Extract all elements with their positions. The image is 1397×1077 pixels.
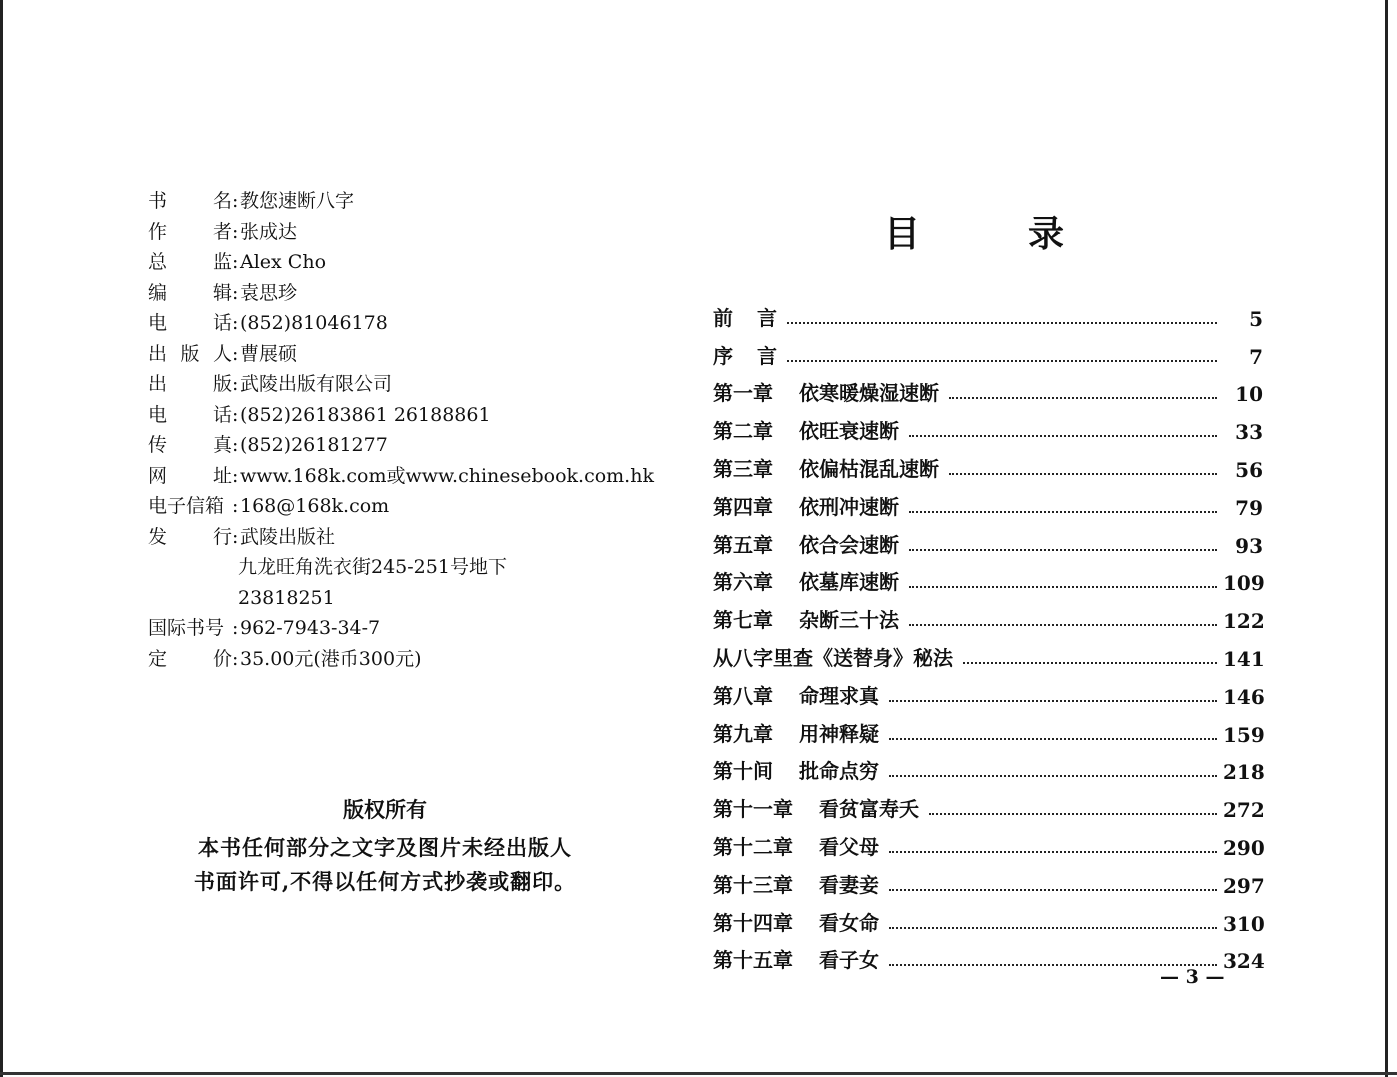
toc-title-text: 看贫富寿夭	[819, 797, 919, 822]
toc-leader-dots	[787, 322, 1217, 324]
toc-page-number: 297	[1223, 873, 1265, 898]
toc-leader-dots	[889, 889, 1217, 891]
copyright-title: 版权所有	[343, 797, 427, 822]
toc-leader-dots	[909, 435, 1217, 437]
toc-entry	[713, 595, 1263, 633]
toc-title-char: 目	[884, 213, 921, 255]
toc-title-text: 依旺衰速断	[799, 419, 899, 444]
info-row	[148, 217, 668, 248]
toc-chapter: 第七章	[713, 608, 773, 633]
info-value: www.168k.com或www.chinesebook.com.hk	[240, 464, 654, 487]
info-colon: :	[232, 342, 239, 365]
toc-chapter: 第十五章	[713, 948, 793, 973]
toc-chapter: 序 言	[713, 343, 777, 368]
info-value: (852)26183861 26188861	[240, 403, 491, 426]
info-colon: :	[232, 495, 239, 517]
toc-page-number: 56	[1235, 457, 1263, 482]
toc-chapter: 第十间	[713, 759, 773, 784]
page-number: — 3 —	[1160, 966, 1225, 988]
info-label: 电子信箱	[148, 495, 225, 517]
toc-leader-dots	[909, 586, 1217, 588]
toc-page-number: 272	[1223, 798, 1265, 823]
toc-leader-dots	[963, 662, 1217, 664]
scan-border-left	[0, 0, 3, 1077]
info-colon: :	[232, 220, 239, 243]
toc-chapter: 第一章	[713, 381, 773, 406]
info-row	[148, 613, 668, 644]
info-value: 168@168k.com	[240, 495, 390, 517]
toc-page-number: 159	[1223, 722, 1265, 747]
toc-page-number: 109	[1223, 571, 1265, 596]
toc-leader-dots	[889, 738, 1217, 740]
toc-title-text: 杂断三十法	[799, 608, 899, 633]
toc-leader-dots	[787, 360, 1217, 362]
toc-leader-dots	[889, 851, 1217, 853]
info-value: 张成达	[240, 220, 298, 243]
info-colon: :	[232, 647, 239, 670]
info-colon: :	[232, 190, 239, 212]
info-row	[148, 400, 668, 431]
toc-entry	[713, 747, 1263, 785]
info-label: 传 真	[148, 434, 232, 456]
toc-leader-dots	[949, 473, 1217, 475]
toc-chapter: 第十四章	[713, 910, 793, 935]
toc-title-text: 看妻妾	[819, 872, 879, 897]
info-label: 定 价	[148, 647, 232, 670]
toc-entry	[713, 898, 1263, 936]
info-label: 电 话	[148, 312, 232, 334]
info-row	[148, 369, 668, 400]
info-label: 编 辑	[148, 281, 232, 304]
info-label: 国际书号	[148, 617, 225, 639]
toc-entry	[713, 520, 1263, 558]
info-value: 962-7943-34-7	[240, 617, 381, 639]
toc-chapter: 从八字里查《送替身》秘法	[713, 645, 953, 670]
toc-chapter: 第八章	[713, 683, 773, 708]
info-value: (852)81046178	[240, 312, 388, 334]
toc-chapter: 第三章	[713, 456, 773, 481]
info-row	[148, 461, 668, 492]
info-row	[148, 430, 668, 461]
info-label: 发 行	[148, 525, 232, 548]
toc-title-text: 看女命	[819, 910, 879, 935]
toc-page-number: 33	[1235, 420, 1263, 445]
toc-title-text: 批命点穷	[799, 759, 879, 784]
toc-entry	[713, 369, 1263, 407]
toc-page-number: 5	[1249, 306, 1263, 331]
info-label: 出 版	[148, 373, 232, 395]
toc-chapter: 第九章	[713, 721, 773, 746]
toc-leader-dots	[949, 397, 1217, 399]
address-text: 23818251	[238, 586, 335, 609]
info-label: 作 者	[148, 220, 232, 243]
toc-leader-dots	[889, 927, 1217, 929]
info-colon: :	[232, 403, 239, 426]
toc-entry	[713, 406, 1263, 444]
toc-leader-dots	[909, 624, 1217, 626]
info-address-line	[148, 552, 668, 583]
toc-page-number: 93	[1235, 533, 1263, 558]
toc-entry	[713, 709, 1263, 747]
toc-leader-dots	[909, 511, 1217, 513]
toc-chapter: 第十二章	[713, 834, 793, 859]
publication-info	[148, 186, 668, 674]
info-value: 武陵出版有限公司	[240, 373, 393, 395]
table-of-contents	[713, 293, 1263, 973]
copyright-line: 本书任何部分之文字及图片未经出版人	[198, 835, 572, 860]
scan-border-right	[1385, 0, 1388, 1077]
address-text: 九龙旺角洗衣街245-251号地下	[238, 556, 507, 578]
toc-chapter: 第五章	[713, 532, 773, 557]
info-colon: :	[232, 464, 239, 487]
info-label: 总 监	[148, 251, 232, 273]
toc-page-number: 7	[1249, 344, 1263, 369]
toc-page-number: 310	[1223, 911, 1265, 936]
info-label: 出 版 人	[148, 342, 232, 365]
copyright-notice	[150, 795, 620, 899]
toc-title-text: 依刑冲速断	[799, 494, 899, 519]
toc-title	[884, 206, 1064, 257]
toc-entry	[713, 558, 1263, 596]
info-label: 网 址	[148, 464, 232, 487]
toc-page-number: 141	[1223, 646, 1265, 671]
toc-title-text: 依合会速断	[799, 532, 899, 557]
info-row	[148, 247, 668, 278]
info-address-line	[148, 583, 668, 614]
toc-page-number: 146	[1223, 684, 1265, 709]
info-value: 曹展硕	[240, 342, 298, 365]
info-value: 袁思珍	[240, 281, 298, 304]
toc-chapter: 第二章	[713, 419, 773, 444]
info-row	[148, 339, 668, 370]
toc-page-number: 122	[1223, 609, 1265, 634]
toc-page-number: 290	[1223, 835, 1265, 860]
toc-chapter: 前 言	[713, 305, 777, 330]
info-row	[148, 644, 668, 675]
info-row	[148, 308, 668, 339]
toc-leader-dots	[909, 549, 1217, 551]
toc-title-char: 录	[1028, 213, 1065, 255]
toc-entry	[713, 331, 1263, 369]
toc-chapter: 第十一章	[713, 797, 793, 822]
info-value: Alex Cho	[240, 251, 327, 273]
toc-leader-dots	[889, 700, 1217, 702]
toc-entry	[713, 293, 1263, 331]
info-label: 书 名	[148, 190, 232, 212]
toc-entry	[713, 784, 1263, 822]
toc-title-text: 看父母	[819, 834, 879, 859]
toc-entry	[713, 444, 1263, 482]
info-value: 35.00元(港币300元)	[240, 647, 422, 670]
info-value: 武陵出版社	[240, 525, 336, 548]
toc-leader-dots	[889, 775, 1217, 777]
info-colon: :	[232, 251, 239, 273]
toc-title-text: 依墓库速断	[799, 570, 899, 595]
info-colon: :	[232, 281, 239, 304]
toc-leader-dots	[929, 813, 1217, 815]
toc-chapter: 第十三章	[713, 872, 793, 897]
toc-title-text: 依偏枯混乱速断	[799, 456, 939, 481]
toc-chapter: 第六章	[713, 570, 773, 595]
info-row	[148, 186, 668, 217]
info-colon: :	[232, 434, 239, 456]
info-value: 教您速断八字	[240, 190, 355, 212]
toc-page-number: 218	[1223, 760, 1265, 785]
info-row	[148, 278, 668, 309]
info-row	[148, 491, 668, 522]
info-colon: :	[232, 312, 239, 334]
toc-page-number: 10	[1235, 382, 1263, 407]
toc-entry	[713, 671, 1263, 709]
toc-entry	[713, 633, 1263, 671]
info-row	[148, 522, 668, 553]
toc-entry	[713, 482, 1263, 520]
toc-page-number: 324	[1223, 949, 1265, 974]
toc-entry	[713, 860, 1263, 898]
toc-title-text: 依寒暖燥湿速断	[799, 381, 939, 406]
copyright-line: 书面许可,不得以任何方式抄袭或翻印。	[193, 869, 577, 894]
info-colon: :	[232, 373, 239, 395]
info-value: (852)26181277	[240, 434, 388, 456]
info-colon: :	[232, 617, 239, 639]
toc-title-text: 用神释疑	[799, 721, 879, 746]
info-colon: :	[232, 525, 239, 548]
toc-title-text: 看子女	[819, 948, 879, 973]
scan-border-bottom	[0, 1072, 1397, 1075]
toc-page-number: 79	[1235, 495, 1263, 520]
toc-title-text: 命理求真	[799, 683, 879, 708]
info-label: 电 话	[148, 403, 232, 426]
toc-entry	[713, 822, 1263, 860]
toc-chapter: 第四章	[713, 494, 773, 519]
